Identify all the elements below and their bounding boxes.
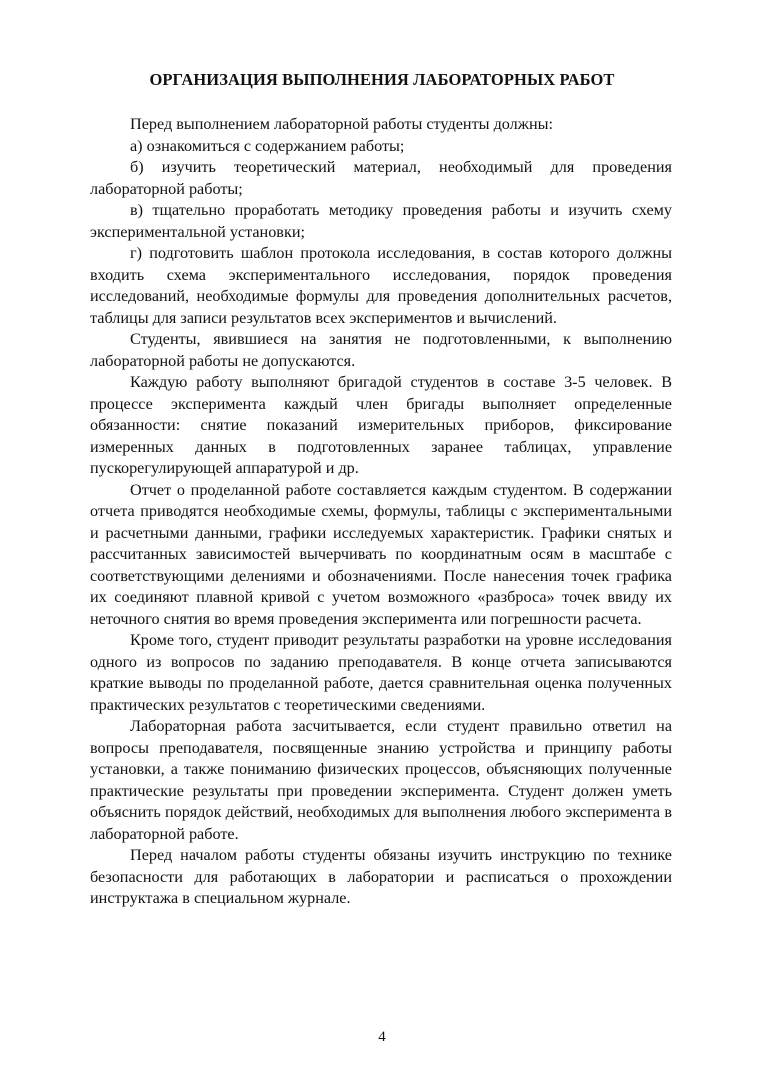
list-item-d: г) подготовить шаблон протокола исследования, в состав которого должны входить схема экспериментального исследования, порядок проведения исследований, необходимые формулы для проведения дополнительных расчетов, таблицы для записи результатов всех экспериментов и вычислений. — [90, 244, 672, 327]
paragraph: Перед выполнением лабораторной работы студенты должны: — [130, 115, 553, 133]
paragraph: Отчет о проделанной работе составляется каждым студентом. В содержании отчета приводятся необходимые схемы, формулы, таблицы с экспериментальными и расчетными данными, графики исследуемых характеристик. Графики снятых и рассчитанных зависимостей вычерчивать по координатным осям в масштабе с соответствующими делениями и обозначениями. После нанесения точек графика их соединяют плавной кривой с учетом возможного «разброса» точек ввиду их неточного снятия во время проведения эксперимента или погрешности расчета. — [90, 480, 672, 628]
paragraph: Студенты, явившиеся на занятия не подготовленными, к выполнению лабораторной работы не допускаются. — [90, 330, 672, 370]
paragraph: Каждую работу выполняют бригадой студентов в составе 3-5 человек. В процессе эксперимента каждый член бригады выполняет определенные обязанности: снятие показаний измерительных приборов, фиксирование измеренных данных в подготовленных заранее таблицах, управление пускорегулирующей аппаратурой и др. — [90, 373, 672, 477]
paragraph: Перед началом работы студенты обязаны изучить инструкцию по технике безопасности для работающих в лаборатории и расписаться о прохождении инструктажа в специальном журнале. — [90, 846, 672, 907]
paragraph: Лабораторная работа засчитывается, если студент правильно ответил на вопросы преподавателя, посвященные знанию устройства и принципу работы установки, а также пониманию физических процессов, объясняющих полученные практические результаты при проведении эксперимента. Студент должен уметь объяснить порядок действий, необходимых для выполнения любого эксперимента в лабораторной работе. — [90, 717, 672, 843]
list-item-c: в) тщательно проработать методику проведения работы и изучить схему экспериментальной установки; — [90, 201, 672, 241]
list-item-b: б) изучить теоретический материал, необходимый для проведения лабораторной работы; — [90, 158, 672, 198]
page-title: ОРГАНИЗАЦИЯ ВЫПОЛНЕНИЯ ЛАБОРАТОРНЫХ РАБОТ — [149, 70, 615, 89]
list-item-a: а) ознакомиться с содержанием работы; — [130, 136, 405, 155]
page-number: 4 — [378, 1029, 386, 1045]
document-body — [90, 114, 672, 910]
paragraph: Кроме того, студент приводит результаты разработки на уровне исследования одного из вопросов по заданию преподавателя. В конце отчета записываются краткие выводы по проделанной работе, дается сравнительная оценка полученных практических результатов с теоретическими сведениями. — [90, 631, 672, 714]
